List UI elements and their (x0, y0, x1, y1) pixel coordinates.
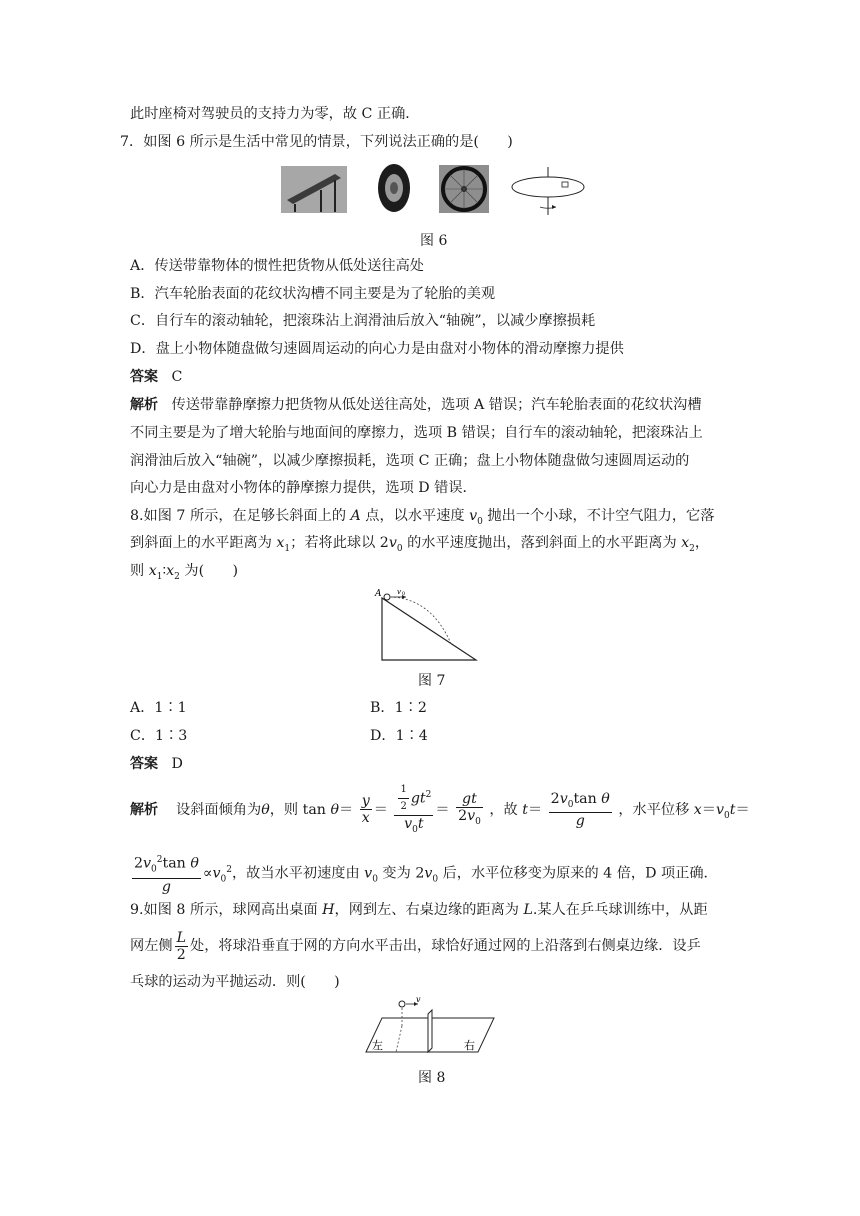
option-d: D．盘上小物体随盘做匀速圆周运动的向心力是由盘对小物体的滑动摩擦力提供 (130, 341, 624, 357)
figure-8-table-diagram (360, 996, 500, 1056)
v-term: v (559, 790, 568, 807)
coefficient: 2 (550, 790, 560, 807)
figure-7-incline-diagram (372, 588, 482, 664)
option-c: C．1∶3 (130, 728, 188, 744)
proportional-sign: ∝ (202, 865, 213, 882)
subscript: 0 (432, 874, 439, 885)
q8-var: x (166, 563, 175, 579)
figure-7-caption: 图 7 (418, 673, 446, 689)
exp8-text: ，则 tan (269, 801, 331, 818)
q9-var: H (322, 902, 335, 918)
answer-label: 答案 (130, 369, 158, 385)
explanation-8-line-1 (130, 782, 750, 834)
denominator: 2 (400, 801, 407, 812)
theta-symbol: θ (190, 856, 199, 873)
q8-text: ， (694, 535, 710, 551)
velocity-label: v (397, 588, 401, 596)
equals-sign: ＝ (527, 801, 543, 818)
superscript: 2 (156, 855, 163, 866)
q9-text: 网左侧 (130, 938, 173, 954)
subscript: 0 (372, 874, 378, 885)
rotating-disc-diagram (510, 165, 586, 217)
t-term: t (522, 801, 528, 818)
bicycle-wheel-image (439, 165, 489, 213)
q8-sub: 0 (396, 543, 403, 554)
option-c: C．自行车的滚动轴轮，把滚珠沾上润滑油后放入“轴碗”，以减少摩擦损耗 (130, 313, 596, 329)
right-label: 右 (464, 1039, 475, 1052)
q8-text: 点，以水平速度 (360, 508, 470, 524)
incline-diagram (372, 588, 482, 664)
q8-text: ∶ (162, 563, 167, 579)
denominator (394, 816, 433, 838)
theta-symbol: θ (601, 790, 610, 807)
q8-var: v (388, 535, 397, 551)
q9-text: 处，将球沿垂直于网的方向水平击出，球恰好通过网的上沿落到右侧桌边缘．设乒 (190, 938, 701, 954)
subscript: 0 (220, 874, 227, 885)
q8-text: 为( ) (179, 563, 239, 579)
answer-value: C (171, 369, 183, 385)
exp8-text: ，故 (489, 801, 523, 818)
answer-7 (130, 367, 182, 387)
numerator (549, 791, 612, 814)
v-term: v (467, 807, 476, 824)
ping-pong-table-diagram (360, 996, 500, 1056)
velocity-subscript: 0 (402, 591, 406, 597)
question-8-line-3 (130, 561, 238, 587)
turntable-icon (510, 165, 586, 217)
wheel-icon (439, 165, 489, 213)
q8-var: x (276, 535, 285, 551)
v-term: v (716, 801, 725, 818)
option-a: A．传送带靠物体的惯性把货物从低处送往高处 (130, 258, 424, 274)
explanation-7-line-3: 润滑油后放入“轴碗”，以减少摩擦损耗，选项 C 正确；盘上小物体随盘做匀速圆周运动的 (130, 453, 690, 469)
q8-text: ；若将此球以 2 (290, 535, 389, 551)
explanation-label: 解析 (130, 801, 158, 818)
equals-sign: ＝ (735, 801, 750, 818)
equals-sign: ＝ (338, 801, 354, 818)
fraction-gt-over-2v0 (456, 791, 483, 830)
explanation-7-line-4: 向心力是由盘对小物体的静摩擦力提供，选项 D 错误． (130, 480, 477, 496)
q8-text: 的水平速度抛出，落到斜面上的水平距离为 (402, 535, 682, 551)
denominator: 2 (176, 946, 186, 963)
q8-var: x (148, 563, 157, 579)
answer-8 (130, 754, 183, 774)
theta-symbol: θ (330, 801, 339, 818)
subscript: 0 (724, 810, 730, 821)
subscript: 0 (475, 816, 481, 827)
point-a-label: A (375, 589, 382, 599)
x-term: x (693, 801, 702, 818)
denominator: g (161, 879, 171, 896)
subscript: 0 (567, 799, 574, 810)
explanation-label: 解析 (130, 397, 158, 413)
gt-term: gt (410, 790, 426, 807)
q8-sub: 2 (689, 543, 695, 554)
text-line: 此时座椅对驾驶员的支持力为零，故 C 正确． (130, 106, 420, 122)
t-term: t (417, 816, 424, 832)
v-term: v (424, 865, 433, 882)
q9-text: .某人在乒乓球训练中，从距 (532, 902, 708, 918)
explanation-7-line-1 (130, 395, 702, 415)
theta-symbol: θ (261, 801, 270, 818)
v-term: v (404, 816, 413, 832)
exp8-text: 后，水平位移变为原来的 4 倍，D 项正确． (438, 865, 718, 882)
figure-6-caption: 图 6 (420, 233, 448, 249)
numerator: y (361, 793, 370, 810)
q9-var: L (523, 902, 533, 918)
option-d: D．1∶4 (370, 728, 428, 744)
coefficient: 2 (458, 807, 468, 824)
v-term: v (212, 865, 221, 882)
numerator (132, 852, 201, 879)
conveyor-belt-image (281, 166, 347, 213)
numerator: gt (456, 791, 483, 808)
question-9-line-1 (130, 900, 708, 920)
v-term: v (364, 865, 373, 882)
figure-8-caption: 图 8 (418, 1070, 446, 1086)
subscript: 0 (151, 865, 157, 876)
tire-icon (377, 163, 411, 213)
equals-sign: ＝ (435, 801, 450, 818)
numerator: 1 (398, 782, 408, 799)
answer-label: 答案 (130, 756, 158, 772)
q9-text: 9.如图 8 所示，球网高出桌面 (130, 902, 323, 918)
exp8-text: ，水平位移 (618, 801, 694, 818)
tire-image (377, 163, 411, 213)
subscript: 0 (412, 824, 418, 835)
denominator (456, 808, 483, 830)
q9-text: ，网到左、右桌边缘的距离为 (334, 902, 524, 918)
q8-text: 8.如图 7 所示，在足够长斜面上的 (130, 508, 351, 524)
q8-text: 到斜面上的水平距离为 (130, 535, 277, 551)
q8-text: 则 (130, 563, 149, 579)
q8-sub: 2 (174, 571, 180, 582)
explanation-7-line-2: 不同主要是为了增大轮胎与地面间的摩擦力，选项 B 错误；自行车的滚动轴轮，把滚珠沾上 (130, 425, 703, 441)
q8-var: x (681, 535, 690, 551)
q8-sub: 1 (284, 543, 291, 554)
fraction-half (398, 782, 408, 815)
explanation-8-line-2 (130, 850, 718, 896)
q8-sub: 0 (477, 516, 483, 527)
denominator: g (575, 813, 585, 830)
superscript: 2 (226, 865, 232, 875)
answer-value: D (171, 756, 183, 772)
tan-text: tan (162, 856, 191, 873)
exp8-text: 变为 2 (377, 865, 425, 882)
q8-sub: 1 (156, 571, 163, 582)
tan-text: tan (573, 790, 602, 807)
exp8-text: ，故当水平初速度由 (231, 865, 365, 882)
q8-var: A (350, 508, 361, 524)
option-b: B．1∶2 (370, 700, 427, 716)
question-9-line-2 (130, 926, 701, 966)
numerator (394, 782, 433, 816)
fraction-2v0sq-tan-over-g (132, 852, 201, 895)
equals-sign: ＝ (701, 801, 716, 818)
fraction-2v0tan-over-g (549, 791, 612, 830)
question-7: 7．如图 6 所示是生活中常见的情景，下列说法正确的是( ) (120, 134, 513, 150)
question-9-line-3: 乓球的运动为平抛运动．则( ) (130, 974, 340, 990)
option-a: A．1∶1 (130, 700, 187, 716)
t-term: t (729, 801, 736, 818)
fraction-l-over-2 (175, 930, 188, 963)
coefficient: 2 (134, 856, 144, 873)
v-term: v (143, 856, 152, 873)
equals-sign: ＝ (373, 801, 388, 818)
q8-text: 抛出一个小球，不计空气阻力，它落 (482, 508, 715, 524)
denominator: x (361, 810, 370, 827)
explanation-text: 传送带靠静摩擦力把货物从低处送往高处，选项 A 错误；汽车轮胎表面的花纹状沟槽 (171, 397, 702, 413)
q8-var: v (469, 508, 478, 524)
exp8-text: 设斜面倾角为 (176, 801, 262, 818)
question-8-line-1 (130, 506, 714, 532)
conveyor-belt-icon (281, 166, 347, 213)
numerator: L (176, 929, 186, 946)
superscript: 2 (425, 789, 432, 800)
fraction-half-gt2-over-v0t (394, 782, 433, 838)
fraction-y-over-x (360, 793, 372, 826)
option-b: B．汽车轮胎表面的花纹状沟槽不同主要是为了轮胎的美观 (130, 286, 496, 302)
question-8-line-2 (130, 533, 709, 559)
left-label: 左 (372, 1039, 383, 1052)
velocity-label: v (416, 996, 421, 1004)
